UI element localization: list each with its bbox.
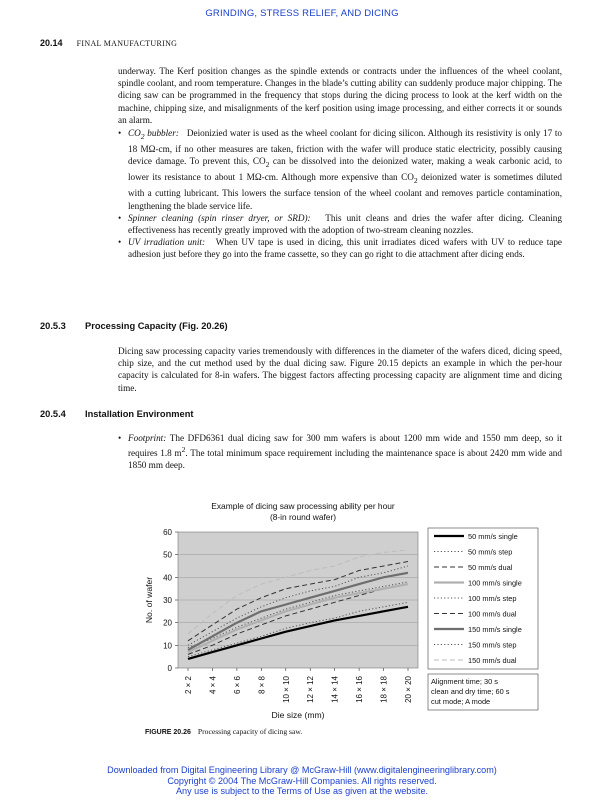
page-number: 20.14: [40, 38, 63, 48]
heading-20-5-3: [40, 321, 228, 331]
bullet-spinner-cleaning: [118, 212, 562, 236]
x-tick-label: 16 × 16: [355, 676, 365, 703]
legend-label: 50 mm/s step: [468, 547, 513, 557]
bullet-term: Spinner cleaning (spin rinser dryer, or SRD):: [128, 212, 311, 223]
bullet-text: This unit cleans and dries the wafer after dicing. Cleaning effectiveness has recently greatly improved with the adoption of two-stream cleaning nozzles.: [128, 212, 562, 235]
bullet-text: Deionizied water is used as the wheel coolant for dicing silicon. Although its resistivity is only 17 to 18 MΩ-cm, if no other measures are taken, friction with the wafer will produce static electricity, possibly causing device damage. To prevent this, $CO_2$ can be dissolved into the deionized water, making a weak carbonic acid, to lower its resistance to about 1 MΩ-cm. Although more expensive than $CO_2$ deionized water is sometimes diluted with a cutting lubricant. This lowers the surface tension of the wheel coolant and removes particle contamination, lengthening the blade service life.: [128, 128, 563, 211]
figure-caption-text: Processing capacity of dicing saw.: [197, 727, 303, 736]
heading-text: Installation Environment: [85, 409, 194, 419]
legend-label: 50 mm/s single: [468, 532, 518, 541]
y-axis-label: No. of wafer: [144, 576, 154, 624]
bullet-term: Footprint:: [128, 433, 167, 443]
y-tick-label: 50: [163, 550, 172, 560]
footer-download-link[interactable]: Downloaded from Digital Engineering Library @ McGraw-Hill (www.digitalengineeringlibrary.com): [107, 765, 497, 775]
heading-20-5-4: [40, 409, 193, 419]
heading-number: 20.5.4: [40, 409, 66, 419]
footer-copyright: Copyright © 2004 The McGraw-Hill Companies. All rights reserved.: [167, 775, 437, 786]
x-axis-label: Die size (mm): [271, 710, 325, 720]
y-tick-label: 0: [167, 664, 172, 673]
legend-label: 100 mm/s dual: [468, 609, 517, 619]
legend-label: 150 mm/s step: [468, 640, 517, 650]
processing-capacity-paragraph: Dicing saw processing capacity varies tremendously with differences in the diameter of the wafers diced, dicing speed, chip size, and the cut method used by the dual dicing saw. Figure 20.15 depicts an example in which the per-hour capacity is calculated for 8-in wafers. The biggest factors affecting processing capacity are alignment time and dicing time.: [118, 346, 562, 393]
bullet-text: The DFD6361 dual dicing saw for 300 mm wafers is about 1200 mm wide and 1550 mm deep, so it requires 1.8 $m^2$. The total minimum space requirement including the maintenance space is about 2420 mm wide and 1850 mm deep.: [128, 433, 562, 471]
running-head: GRINDING, STRESS RELIEF, AND DICING: [205, 8, 399, 19]
legend-label: 150 mm/s dual: [468, 656, 517, 665]
bullet-term: $CO_2$ bubbler:: [128, 128, 179, 141]
annotation-line: clean and dry time; 60 s: [431, 687, 510, 696]
chart-subtitle: (8-in round wafer): [269, 512, 337, 522]
legend-label: 50 mm/s dual: [468, 563, 513, 572]
section-title: FINAL MANUFACTURING: [76, 39, 178, 48]
legend-label: 150 mm/s single: [468, 625, 522, 634]
heading-number: 20.5.3: [40, 321, 66, 331]
x-tick-label: 8 × 8: [257, 676, 267, 695]
x-tick-label: 4 × 4: [208, 676, 218, 695]
x-tick-label: 10 × 10: [281, 676, 291, 703]
legend-label: 100 mm/s single: [468, 578, 522, 588]
y-tick-label: 10: [163, 641, 172, 651]
y-tick-label: 40: [163, 573, 172, 583]
figure-label: FIGURE 20.26: [145, 729, 191, 736]
x-tick-label: 12 × 12: [306, 676, 316, 703]
intro-paragraph: underway. The Kerf position changes as the spindle extends or contracts under the influences of the wheel coolant, spindle coolant, and room temperature. Changes in the blade’s cutting ability can suddenly produce major chipping. The dicing saw can be programmed in the frequency that stops during the dicing process to look at the kerf width on the machine, chipping size, and misalignments of the kerf position using image processing, and either corrects it or sounds an alarm.: [118, 66, 562, 125]
y-tick-label: 30: [163, 596, 172, 605]
bullet-co2-bubbler: [118, 127, 562, 212]
annotation-line: Alignment time; 30 s: [431, 677, 498, 686]
legend-label: 100 mm/s step: [468, 594, 517, 603]
x-tick-label: 6 × 6: [232, 676, 242, 695]
bullet-text: When UV tape is used in dicing, this unit irradiates diced wafers with UV to reduce tape adhesion just before they go into the frame cassette, so they can go right to die attachment after dicing ends.: [128, 237, 562, 260]
annotation-line: cut mode; A mode: [431, 697, 491, 706]
x-tick-label: 20 × 20: [404, 676, 413, 703]
x-tick-label: 14 × 14: [330, 676, 340, 703]
footprint-list: [118, 432, 562, 472]
x-tick-label: 18 × 18: [379, 676, 389, 703]
bullet-footprint: [118, 432, 562, 472]
bullet-list: [118, 127, 562, 261]
footer-terms: Any use is subject to the Terms of Use as given at the website.: [175, 786, 429, 796]
figure-caption: [145, 727, 302, 736]
page-header: [40, 38, 177, 48]
x-tick-label: 2 × 2: [184, 676, 193, 695]
bullet-term: UV irradiation unit:: [128, 237, 206, 248]
processing-capacity-chart: [130, 500, 570, 725]
chart-title: Example of dicing saw processing ability per hour: [211, 501, 395, 511]
y-tick-label: 20: [163, 618, 172, 628]
y-tick-label: 60: [163, 528, 172, 537]
bullet-uv-irradiation: [118, 236, 562, 260]
heading-text: Processing Capacity (Fig. 20.26): [85, 321, 228, 331]
footer: [0, 765, 604, 797]
